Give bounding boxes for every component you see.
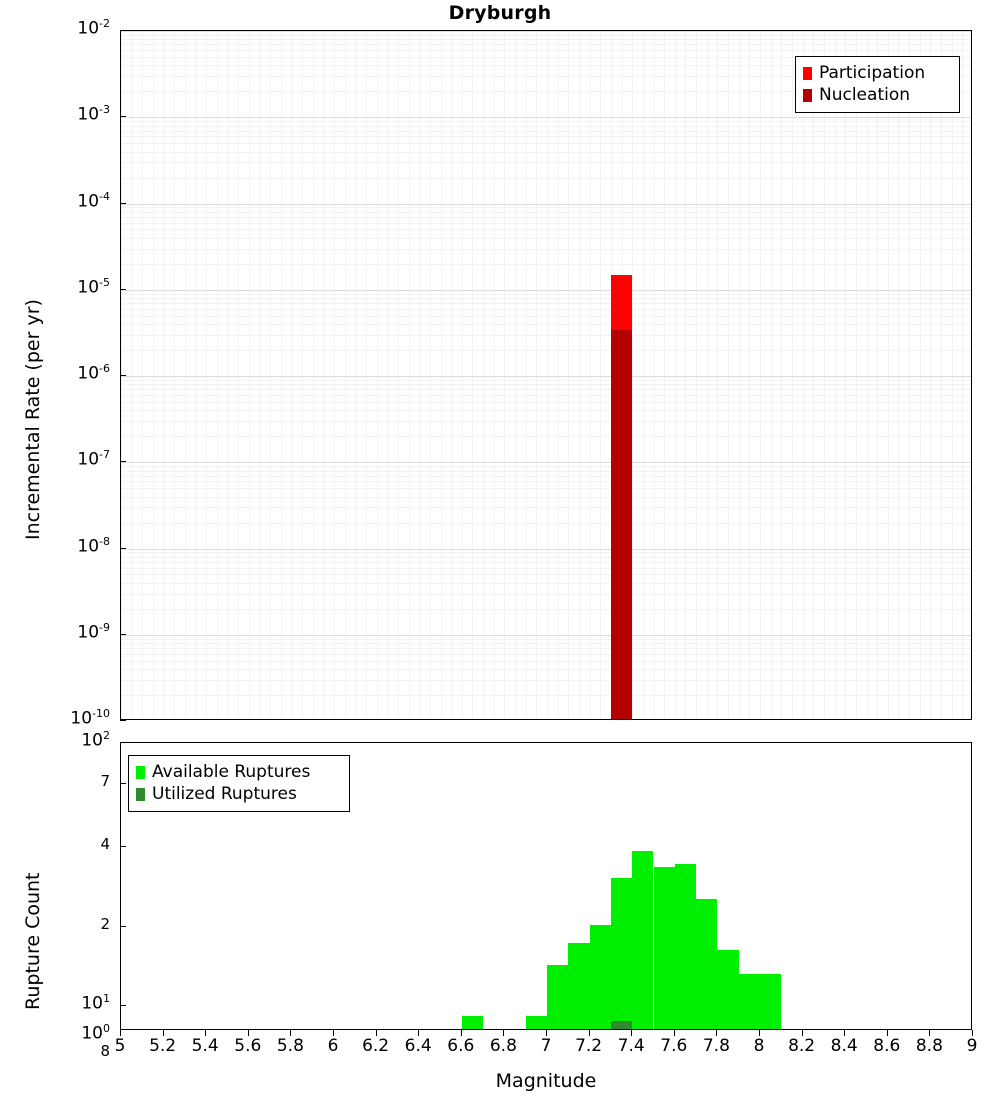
x-tick-label: 5 [114, 1036, 126, 1056]
gridline-vertical-minor [590, 31, 591, 719]
gridline-horizontal [121, 117, 971, 118]
gridline-horizontal-minor [121, 402, 971, 403]
legend-item-participation [803, 62, 951, 84]
gridline-vertical-minor [803, 31, 804, 719]
gridline-horizontal [121, 376, 971, 377]
x-tickmark [205, 1030, 206, 1036]
gridline-horizontal-minor [121, 557, 971, 558]
x-tickmark [759, 1030, 760, 1036]
gridline-horizontal-minor [121, 643, 971, 644]
y-tick-label: $10^{-10}$ [70, 707, 110, 729]
gridline-horizontal-minor [121, 523, 971, 524]
gridline-horizontal-minor [121, 410, 971, 411]
gridline-horizontal-minor [121, 421, 971, 422]
legend-item-available-ruptures [136, 761, 341, 783]
bar-available-ruptures [739, 974, 760, 1029]
gridline-horizontal-minor [121, 695, 971, 696]
gridline-horizontal-minor [121, 249, 971, 250]
gridline-vertical-minor [377, 31, 378, 719]
gridline-horizontal-minor [121, 488, 971, 489]
bar-available-ruptures [547, 965, 568, 1029]
gridline-horizontal-minor [121, 217, 971, 218]
y-tickmark [120, 634, 126, 635]
legend-label-utilized-ruptures: Utilized Ruptures [152, 783, 297, 804]
y-tickmark [120, 1005, 126, 1006]
y-tickmark [120, 461, 126, 462]
y-tickmark [120, 30, 126, 31]
x-tickmark [290, 1030, 291, 1036]
bar-available-ruptures [526, 1016, 547, 1029]
gridline-vertical-minor [845, 31, 846, 719]
gridline-vertical-minor [888, 31, 889, 719]
bar-available-ruptures [462, 1016, 483, 1029]
gridline-vertical-minor [771, 31, 772, 719]
gridline-vertical-minor [952, 31, 953, 719]
gridline-horizontal-minor [121, 136, 971, 137]
gridline-vertical-minor [132, 31, 133, 719]
gridline-horizontal-minor [121, 507, 971, 508]
gridline-vertical-minor [568, 31, 569, 719]
gridline-vertical-minor [643, 31, 644, 719]
gridline-vertical-minor [398, 31, 399, 719]
bar-available-ruptures [568, 943, 589, 1029]
gridline-vertical-minor [164, 31, 165, 719]
y-tickmark [120, 203, 126, 204]
gridline-vertical-minor [259, 31, 260, 719]
gridline-vertical-minor [270, 31, 271, 719]
gridline-vertical-minor [867, 31, 868, 719]
gridline-vertical-minor [419, 31, 420, 719]
gridline-horizontal-minor [121, 44, 971, 45]
x-tickmark [461, 1030, 462, 1036]
gridline-vertical-minor [717, 31, 718, 719]
gridline-horizontal [121, 635, 971, 636]
gridline-horizontal-minor [121, 324, 971, 325]
x-tick-label: 7 [540, 1036, 552, 1056]
bar-available-ruptures [675, 864, 696, 1029]
x-tick-label: 6 [327, 1036, 339, 1056]
x-tick-label: 7.8 [702, 1036, 730, 1056]
top-legend [795, 56, 960, 113]
gridline-vertical-minor [835, 31, 836, 719]
y-tick-label: $10^{-3}$ [77, 103, 110, 125]
legend-label-available-ruptures: Available Ruptures [152, 761, 311, 782]
gridline-horizontal-minor [121, 298, 971, 299]
x-tick-label: 7.4 [617, 1036, 645, 1056]
x-tickmark [802, 1030, 803, 1036]
gridline-vertical-minor [654, 31, 655, 719]
x-tick-label: 8.6 [873, 1036, 901, 1056]
x-tick-label: 7.2 [575, 1036, 603, 1056]
bar-available-ruptures [654, 867, 675, 1029]
x-tickmark [929, 1030, 930, 1036]
x-tick-label: 5.2 [149, 1036, 177, 1056]
x-tick-label: 7.6 [660, 1036, 688, 1056]
y-tick-label: 2 [100, 914, 110, 933]
y-tickmark [120, 720, 126, 721]
gridline-vertical-minor [856, 31, 857, 719]
nucleation-color-swatch [803, 89, 812, 102]
gridline-horizontal-minor [121, 50, 971, 51]
gridline-vertical-minor [558, 31, 559, 719]
x-tickmark [589, 1030, 590, 1036]
gridline-vertical-minor [760, 31, 761, 719]
bar-available-ruptures [696, 899, 717, 1029]
x-tickmark [376, 1030, 377, 1036]
gridline-vertical-minor [494, 31, 495, 719]
gridline-horizontal-minor [121, 648, 971, 649]
x-tickmark [631, 1030, 632, 1036]
y-tickmark [120, 289, 126, 290]
participation-color-swatch [803, 67, 812, 80]
gridline-vertical-minor [302, 31, 303, 719]
gridline-vertical-minor [153, 31, 154, 719]
bottom-legend [128, 755, 350, 812]
gridline-horizontal-minor [121, 303, 971, 304]
gridline-vertical-minor [281, 31, 282, 719]
gridline-horizontal-minor [121, 471, 971, 472]
gridline-horizontal-minor [121, 552, 971, 553]
gridline-horizontal-minor [121, 639, 971, 640]
gridline-vertical-minor [228, 31, 229, 719]
gridline-vertical-minor [930, 31, 931, 719]
gridline-horizontal-minor [121, 436, 971, 437]
x-tickmark [120, 1030, 121, 1036]
x-tickmark [163, 1030, 164, 1036]
legend-label-nucleation: Nucleation [819, 84, 911, 105]
bar-available-ruptures [760, 974, 781, 1029]
gridline-vertical-minor [824, 31, 825, 719]
gridline-horizontal [121, 204, 971, 205]
gridline-horizontal-minor [121, 162, 971, 163]
x-tickmark [716, 1030, 717, 1036]
gridline-horizontal-minor [121, 680, 971, 681]
gridline-horizontal-minor [121, 126, 971, 127]
gridline-vertical-minor [441, 31, 442, 719]
gridline-vertical-minor [174, 31, 175, 719]
y-tick-label: 8 [100, 1042, 110, 1060]
gridline-horizontal-minor [121, 316, 971, 317]
bar-nucleation [611, 330, 632, 719]
gridline-horizontal-minor [121, 609, 971, 610]
gridline-vertical-minor [430, 31, 431, 719]
gridline-horizontal-minor [121, 131, 971, 132]
x-tick-label: 6.4 [404, 1036, 432, 1056]
y-tick-label: $10^{-6}$ [77, 362, 110, 384]
x-tick-label: 6.2 [362, 1036, 390, 1056]
x-axis-label: Magnitude [495, 1070, 597, 1092]
gridline-vertical-minor [409, 31, 410, 719]
gridline-vertical-minor [781, 31, 782, 719]
y-tickmark [120, 846, 126, 847]
gridline-horizontal-minor [121, 395, 971, 396]
bar-available-ruptures [611, 878, 632, 1029]
x-tickmark [844, 1030, 845, 1036]
bar-available-ruptures [717, 950, 738, 1029]
gridline-horizontal [121, 290, 971, 291]
gridline-vertical-minor [920, 31, 921, 719]
y-tick-label: $10^{-7}$ [77, 448, 110, 470]
gridline-horizontal-minor [121, 669, 971, 670]
gridline-horizontal-minor [121, 389, 971, 390]
gridline-horizontal [121, 549, 971, 550]
gridline-vertical-minor [196, 31, 197, 719]
gridline-vertical-minor [685, 31, 686, 719]
gridline-vertical-minor [483, 31, 484, 719]
gridline-vertical-minor [813, 31, 814, 719]
gridline-vertical-minor [728, 31, 729, 719]
gridline-vertical-minor [792, 31, 793, 719]
gridline-vertical-minor [664, 31, 665, 719]
gridline-horizontal-minor [121, 229, 971, 230]
x-tickmark [333, 1030, 334, 1036]
bar-utilized-ruptures [611, 1021, 632, 1029]
gridline-vertical-minor [217, 31, 218, 719]
gridline-horizontal-minor [121, 380, 971, 381]
gridline-vertical-minor [600, 31, 601, 719]
x-tick-label: 5.6 [234, 1036, 262, 1056]
gridline-horizontal-minor [121, 654, 971, 655]
y-tick-label: $10^2$ [81, 729, 110, 751]
x-tick-label: 6.6 [447, 1036, 475, 1056]
bar-available-ruptures [632, 851, 653, 1029]
y-tick-label: $10^{-9}$ [77, 620, 110, 643]
gridline-horizontal-minor [121, 466, 971, 467]
y-tick-label: $10^{-5}$ [77, 275, 110, 298]
gridline-horizontal-minor [121, 121, 971, 122]
y-tick-label: 4 [100, 835, 110, 854]
x-tick-label: 8.4 [830, 1036, 858, 1056]
x-tickmark [674, 1030, 675, 1036]
x-tickmark [248, 1030, 249, 1036]
x-tick-label: 5.8 [276, 1036, 304, 1056]
gridline-horizontal-minor [121, 294, 971, 295]
gridline-horizontal-minor [121, 583, 971, 584]
gridline-horizontal-minor [121, 152, 971, 153]
gridline-vertical-minor [675, 31, 676, 719]
gridline-horizontal-minor [121, 223, 971, 224]
y-tick-label: $10^{-2}$ [77, 17, 110, 39]
gridline-vertical-minor [323, 31, 324, 719]
gridline-vertical-minor [749, 31, 750, 719]
x-tick-label: 8 [753, 1036, 765, 1056]
gridline-horizontal-minor [121, 568, 971, 569]
x-tickmark [546, 1030, 547, 1036]
gridline-vertical-minor [909, 31, 910, 719]
y-tick-label: $10^0$ [81, 1022, 110, 1044]
gridline-vertical-minor [536, 31, 537, 719]
gridline-horizontal-minor [121, 384, 971, 385]
gridline-horizontal-minor [121, 350, 971, 351]
gridline-horizontal-minor [121, 238, 971, 239]
x-tickmark [972, 1030, 973, 1036]
gridline-vertical-minor [451, 31, 452, 719]
gridline-vertical-minor [249, 31, 250, 719]
incremental-rate-plot [120, 30, 972, 720]
y-tick-label: $10^{-4}$ [77, 189, 110, 212]
gridline-vertical-minor [472, 31, 473, 719]
bottom-y-axis-label: Rupture Count [22, 872, 44, 1010]
gridline-horizontal-minor [121, 574, 971, 575]
gridline-horizontal-minor [121, 594, 971, 595]
gridline-horizontal-minor [121, 562, 971, 563]
x-tick-label: 5.4 [191, 1036, 219, 1056]
gridline-vertical-minor [462, 31, 463, 719]
gridline-vertical-minor [206, 31, 207, 719]
gridline-vertical-minor [291, 31, 292, 719]
gridline-vertical-minor [185, 31, 186, 719]
gridline-vertical-minor [962, 31, 963, 719]
gridline-vertical-minor [941, 31, 942, 719]
gridline-horizontal-minor [121, 264, 971, 265]
y-tick-label: 7 [100, 771, 110, 790]
y-tickmark [120, 926, 126, 927]
gridline-vertical-minor [707, 31, 708, 719]
x-tickmark [887, 1030, 888, 1036]
y-tickmark [120, 375, 126, 376]
gridline-vertical-minor [355, 31, 356, 719]
gridline-horizontal [121, 31, 971, 32]
gridline-vertical-minor [632, 31, 633, 719]
x-tickmark [418, 1030, 419, 1036]
x-tick-label: 9 [966, 1036, 978, 1056]
gridline-horizontal [121, 462, 971, 463]
x-tickmark [503, 1030, 504, 1036]
gridline-horizontal-minor [121, 481, 971, 482]
y-tickmark [120, 548, 126, 549]
gridline-horizontal-minor [121, 35, 971, 36]
gridline-vertical-minor [313, 31, 314, 719]
gridline-horizontal-minor [121, 335, 971, 336]
gridline-vertical-minor [334, 31, 335, 719]
utilized-ruptures-color-swatch [136, 788, 145, 801]
gridline-vertical-minor [579, 31, 580, 719]
gridline-vertical-minor [898, 31, 899, 719]
gridline-vertical-minor [696, 31, 697, 719]
x-tick-label: 6.8 [489, 1036, 517, 1056]
gridline-vertical-minor [387, 31, 388, 719]
gridline-horizontal-minor [121, 143, 971, 144]
gridline-horizontal-minor [121, 309, 971, 310]
available-ruptures-color-swatch [136, 766, 145, 779]
gridline-vertical-minor [238, 31, 239, 719]
gridline-horizontal-minor [121, 207, 971, 208]
gridline-vertical-minor [547, 31, 548, 719]
y-tickmark [120, 742, 126, 743]
y-tickmark [120, 783, 126, 784]
bar-available-ruptures [590, 925, 611, 1029]
legend-item-nucleation [803, 84, 951, 106]
legend-item-utilized-ruptures [136, 783, 341, 805]
gridline-horizontal-minor [121, 39, 971, 40]
top-y-axis-label: Incremental Rate (per yr) [22, 299, 44, 540]
gridline-horizontal-minor [121, 661, 971, 662]
gridline-horizontal-minor [121, 178, 971, 179]
gridline-vertical-minor [142, 31, 143, 719]
gridline-vertical-minor [526, 31, 527, 719]
gridline-horizontal-minor [121, 476, 971, 477]
gridline-vertical-minor [515, 31, 516, 719]
y-tick-label: $10^1$ [81, 991, 110, 1014]
gridline-vertical-minor [877, 31, 878, 719]
y-tickmark [120, 116, 126, 117]
y-tick-label: $10^{-8}$ [77, 534, 110, 557]
gridline-horizontal-minor [121, 212, 971, 213]
gridline-vertical-minor [345, 31, 346, 719]
legend-label-participation: Participation [819, 62, 926, 83]
page-title: Dryburgh [448, 2, 552, 24]
x-tick-label: 8.2 [788, 1036, 816, 1056]
gridline-vertical-minor [366, 31, 367, 719]
gridline-horizontal-minor [121, 497, 971, 498]
gridline-vertical-minor [739, 31, 740, 719]
x-tick-label: 8.8 [915, 1036, 943, 1056]
gridline-vertical-minor [504, 31, 505, 719]
